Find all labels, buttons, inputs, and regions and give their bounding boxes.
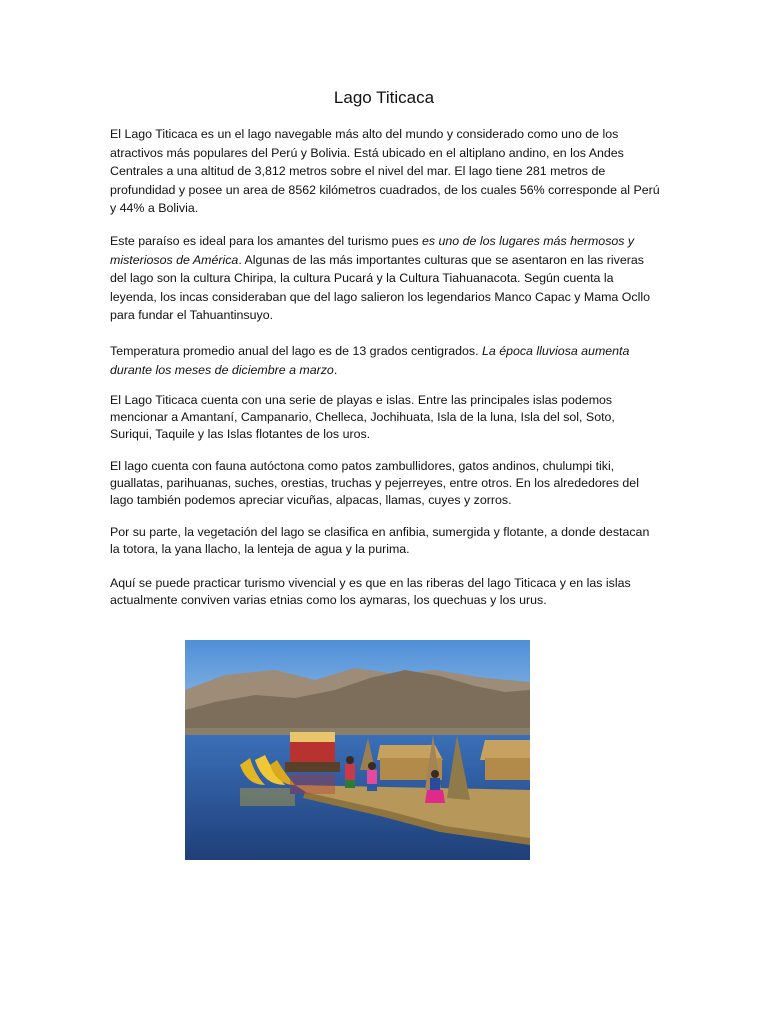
paragraph-tourism-text-c: . Algunas de las más importantes culturas que se asentaron en las riveras del lago son la cultura Chiripa, la cultura Pucará y la Cultura Tiahuanacota. Según cuenta la leyenda, los incas consideraban que del lago salieron los legendarios Manco Capac y Mama Ocllo para fundar el Tahuantinsuyo.	[110, 252, 650, 322]
paragraph-tourism-italic: es uno de los lugares más hermosos y misteriosos de América	[110, 234, 635, 267]
paragraph-temperature	[110, 342, 660, 379]
person-2	[367, 762, 377, 791]
shoreline	[185, 728, 530, 736]
paragraph-vegetation: Por su parte, la vegetación del lago se clasifica en anfibia, sumergida y flotante, a donde destacan la totora, la yana llacho, la lenteja de agua y la purima.	[110, 525, 650, 556]
paragraph-intro: El Lago Titicaca es un el lago navegable más alto del mundo y considerado como uno de los atractivos más populares del Perú y Bolivia. Está ubicado en el altiplano andino, en los Andes Centrales a una altitud de 3,812 metros sobre el nivel del mar. El lago tiene 281 metros de profundidad y posee un area de 8562 kilómetros cuadrados, de los cuales 56% corresponde al Perú y 44% a Bolivia.	[110, 127, 660, 215]
person-1	[345, 756, 355, 788]
paragraph-temperature-italic: La época lluviosa aumenta durante los meses de diciembre a marzo	[110, 344, 630, 377]
paragraph-fauna: El lago cuenta con fauna autóctona como patos zambullidores, gatos andinos, chulumpi tiki, guallatas, parihuanas, suches, orestias, truchas y pejerreyes, entre otros. En los alrededores del lago también podemos apreciar vicuñas, alpacas, llamas, cuyes y zorros.	[110, 459, 639, 507]
paragraph-temperature-text-c: .	[333, 362, 338, 377]
paragraph-tourism-text-a: Este paraíso es ideal para los amantes del turismo pues	[110, 234, 422, 248]
lake-titicaca-photo	[185, 640, 530, 860]
paragraph-islands: El Lago Titicaca cuenta con una serie de playas e islas. Entre las principales islas podemos mencionar a Amantaní, Campanario, Chelleca, Jochihuata, Isla de la luna, Isla del sol, Soto, Suriqui, Taquile y las Islas flotantes de los uros.	[110, 393, 615, 441]
lake-titicaca-illustration	[185, 640, 530, 860]
reed-boat-ornate	[285, 732, 340, 772]
paragraph-tourism	[110, 232, 660, 325]
page-title: Lago Titicaca	[333, 88, 435, 107]
paragraph-temperature-text-a: Temperatura promedio anual del lago es de 13 grados centigrados.	[110, 344, 482, 358]
reed-hut-2	[480, 740, 530, 780]
paragraph-tourism-vivencial: Aquí se puede practicar turismo vivencial y es que en las riberas del lago Titicaca y en las islas actualmente conviven varias etnias como los aymaras, los quechuas y los urus.	[110, 576, 631, 607]
